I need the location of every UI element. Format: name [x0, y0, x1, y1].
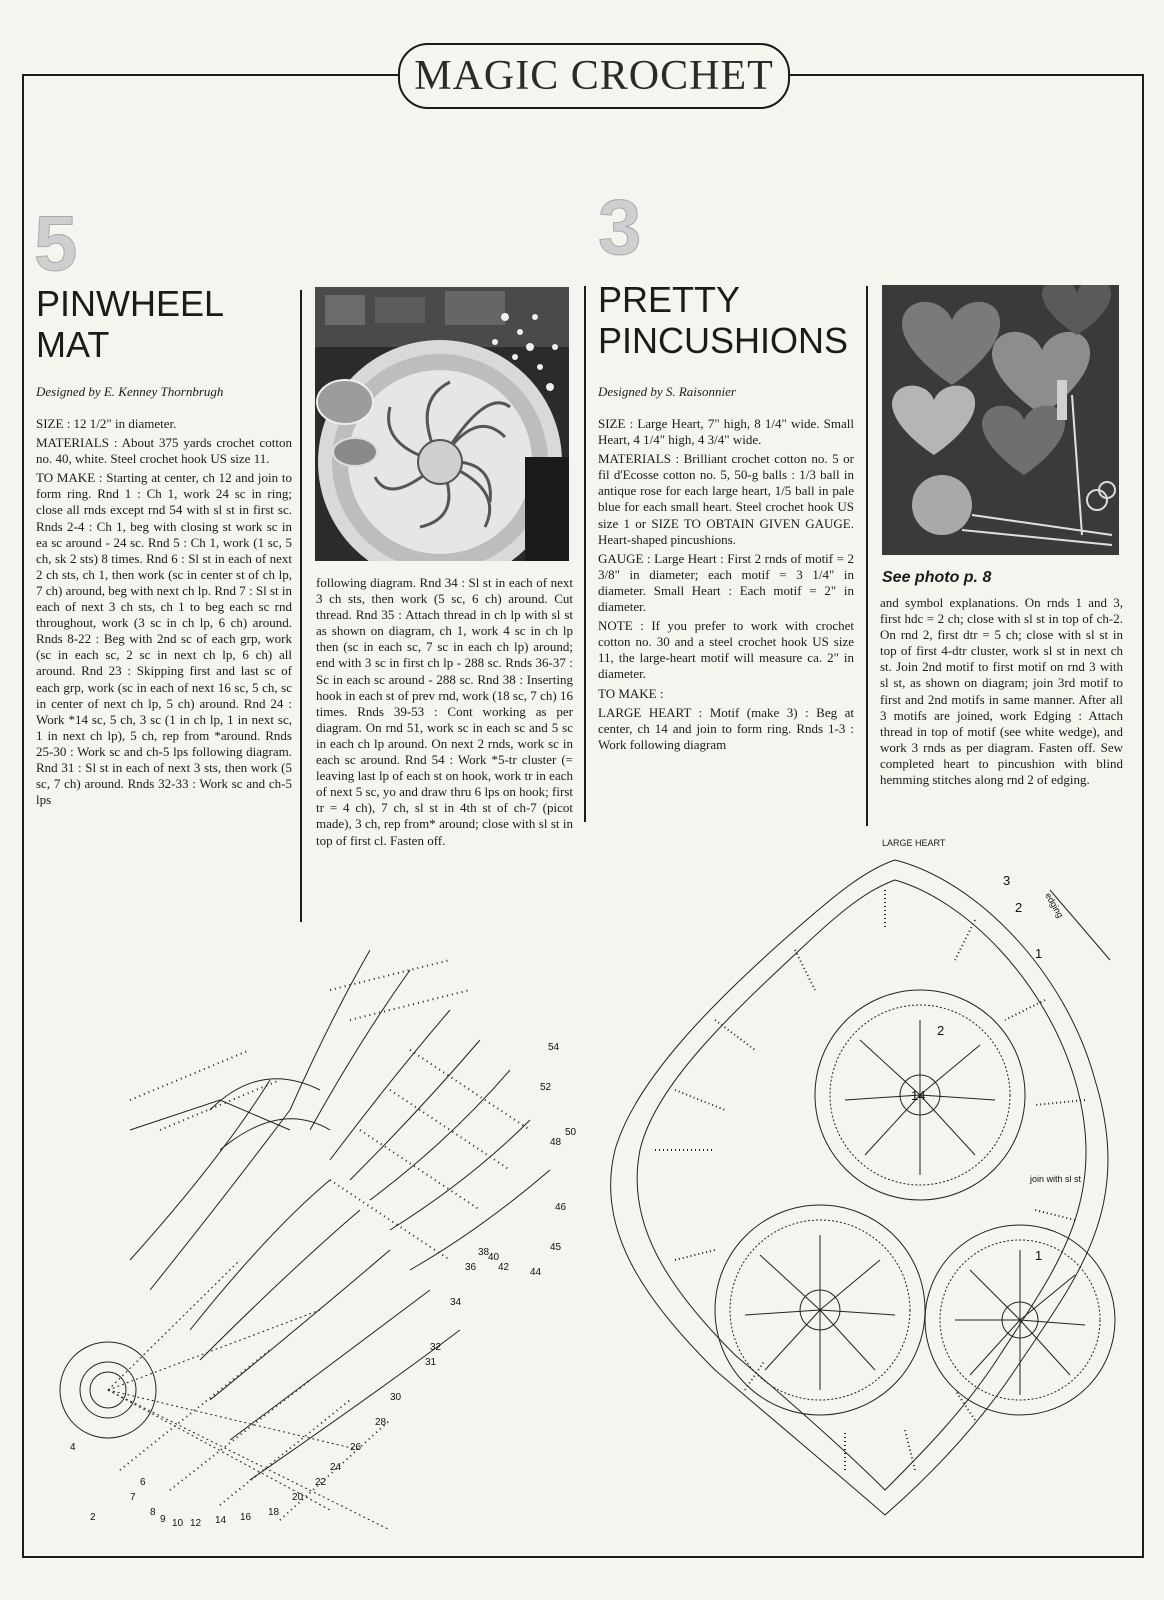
title-line: PRETTY — [598, 279, 741, 320]
designer-credit: Designed by S. Raisonnier — [598, 384, 736, 399]
instruction-paragraph: MATERIALS : About 375 yards crochet cotton no. 40, white. Steel crochet hook US size 11. — [36, 435, 292, 467]
pattern-number: 3 — [598, 183, 642, 271]
round-number: 32 — [430, 1342, 442, 1353]
instruction-paragraph: LARGE HEART : Motif (make 3) : Beg at center, ch 14 and join to form ring. Rnds 1-3 : Work following diagram — [598, 704, 854, 752]
round-number: 40 — [488, 1252, 500, 1263]
pinwheel-mat-photo — [315, 287, 569, 561]
round-number: 34 — [450, 1297, 462, 1308]
column-divider — [300, 290, 302, 922]
title-line: PINWHEEL — [36, 283, 225, 324]
instruction-paragraph: SIZE : 12 1/2" in diameter. — [36, 416, 177, 431]
round-number: 38 — [478, 1247, 490, 1258]
join-label: join with sl st — [1030, 1174, 1082, 1184]
article-title — [598, 279, 848, 361]
round-number: 30 — [390, 1392, 402, 1403]
round-number: 18 — [268, 1507, 280, 1518]
instruction-paragraph: MATERIALS : Brilliant crochet cotton no. 5 or fil d'Ecosse cotton no. 5, 50-g balls : 1/3 ball in antique rose for each large heart, 1/5 ball in pale blue for each small heart. Steel crochet hook US size 1 or SIZE TO OBTAIN GIVEN GAUGE. Heart-shaped pincushions. — [598, 451, 854, 547]
edging-round-number: 3 — [1003, 873, 1011, 888]
round-number: 45 — [550, 1242, 562, 1253]
column-divider — [866, 286, 868, 826]
instruction-paragraph: TO MAKE : Starting at center, ch 12 and join to form ring. Rnd 1 : Ch 1, work 24 sc in ring; close all rnds except rnd 54 with sl st in first sc. Rnds 2-4 : Ch 1, beg with closing st work sc in ea sc around - 24 sc. Rnd 5 : Ch 1, work (1 sc, 5 ch, sk 2 sts) 8 times. Rnd 6 : Sl st in each of next 2 ch sts, ch 1, then work (sc in center st of ch lp, 7 ch) around, beg with next ch lp. Rnd 7 : Sl st in each of next 3 ch sts, ch 1 to beg each sc rnd throughout, work (3 sc in ch lp, 6 ch) around. Rnds 8-22 : Beg with 2nd sc of each grp, work (sc in each sc, 2 sc in next ch lp, 6 ch) all around. Rnd 23 : Skipping first and last sc of each grp, work (sc in each of next 16 sc, 5 ch, sc in center of next ch lp, 5 ch) around. Rnd 24 : Work *14 sc, 5 ch, 3 sc (1 in ch lp, 1 in next sc, 1 in next ch lp), 5 ch, rep from *around. Rnds 25-30 : Work sc and ch-5 lps following diagram. Rnd 31 : Sl st in each of next 3 sts, then work (5 sc, 7 ch) around. Rnds 32-33 : Work sc and ch-5 lps — [36, 470, 293, 808]
round-number: 44 — [530, 1267, 542, 1278]
see-photo-caption: See photo p. 8 — [882, 569, 992, 586]
center-chain-count: 14 — [911, 1088, 926, 1103]
instructions-column — [598, 416, 854, 756]
motif-round-number: 1 — [1035, 1248, 1043, 1263]
round-number: 26 — [350, 1442, 362, 1453]
edging-label: edging — [1043, 891, 1066, 920]
round-number: 7 — [130, 1492, 136, 1503]
magazine-header: MAGIC CROCHET — [398, 43, 790, 109]
designer-credit: Designed by E. Kenney Thornbrugh — [36, 384, 224, 399]
instruction-paragraph: following diagram. Rnd 34 : Sl st in each of next 3 ch sts, then work (5 sc, 6 ch) around. Cut thread. Rnd 35 : Attach thread in ch lp with sl st as shown on diagram, ch 1, work 4 sc in ch lp then (sc in each sc, 7 sc in each ch lp) around; end with 3 sc in first ch lp - 288 sc. Rnds 36-37 : Sc in each sc around - 288 sc. Rnd 38 : Inserting hook in each st of prev rnd, work (18 sc, 7 ch) 16 times. Rnds 39-53 : Cont working as per diagram. On rnd 51, work sc in each sc and 5 sc in each ch lp around. On next 2 rnds, work sc in each sc around. Rnd 54 : Work *5-tr cluster (= leaving last lp of each st on hook, work tr in each of next 5 sc, yo and draw thru 6 lps on hook; first tr = 4 ch), 7 ch, sl st in 4th st of ch-7 (picot made), 3 ch, rep from* around; close with sl st in top of first cl. Fasten off. — [316, 575, 573, 848]
pattern-number: 5 — [34, 199, 78, 287]
round-number: 14 — [215, 1515, 227, 1526]
round-number: 54 — [548, 1042, 560, 1053]
round-number: 20 — [292, 1492, 304, 1503]
round-number: 28 — [375, 1417, 387, 1428]
article-title — [36, 283, 224, 365]
diagram-label: LARGE HEART — [882, 838, 946, 848]
round-number: 12 — [190, 1518, 202, 1529]
instruction-paragraph: NOTE : If you prefer to work with crochet cotton no. 30 and a steel crochet hook US size 11, the large-heart motif will measure ca. 2" in diameter. — [598, 618, 854, 682]
round-number: 6 — [140, 1477, 146, 1488]
pinwheel-diagram — [30, 930, 590, 1530]
edging-round-number: 2 — [1015, 900, 1023, 915]
motif-round-number: 2 — [937, 1023, 945, 1038]
instructions-column — [316, 575, 573, 852]
round-number: 22 — [315, 1477, 327, 1488]
round-number: 48 — [550, 1137, 562, 1148]
article-divider — [584, 286, 586, 822]
round-number: 16 — [240, 1512, 252, 1523]
round-number: 8 — [150, 1507, 156, 1518]
round-number: 36 — [465, 1262, 477, 1273]
round-number: 31 — [425, 1357, 437, 1368]
instructions-column — [36, 416, 292, 811]
round-number: 2 — [90, 1512, 96, 1523]
round-number: 46 — [555, 1202, 567, 1213]
title-line: PINCUSHIONS — [598, 320, 849, 361]
round-number: 10 — [172, 1518, 184, 1529]
round-number: 52 — [540, 1082, 552, 1093]
large-heart-diagram — [595, 850, 1140, 1525]
instructions-column — [880, 595, 1123, 791]
round-number: 50 — [565, 1127, 577, 1138]
instruction-paragraph: TO MAKE : — [598, 685, 664, 701]
title-line: MAT — [36, 324, 110, 365]
edging-round-number: 1 — [1035, 946, 1043, 961]
instruction-paragraph: and symbol explanations. On rnds 1 and 3, first hdc = 2 ch; close with sl st in top of ch-2. On rnd 2, first dtr = 5 ch; close with sl st in top of first 4-dtr cluster, work sl st in next ch st. Join 2nd motif to first motif on rnd 3 with sl st, as shown on diagram; join 3rd motif to first and 2nd motifs in same manner. After all 3 motifs are joined, work Edging : Attach thread in top of motif (see white wedge), and work 3 rnds as per diagram. Fasten off. Sew completed heart to pincushion with blind hemming stitches along rnd 2 of edging. — [880, 595, 1123, 788]
instruction-paragraph: SIZE : Large Heart, 7" high, 8 1/4" wide. Small Heart, 4 1/4" high, 4 3/4" wide. — [598, 416, 854, 448]
round-number: 24 — [330, 1462, 342, 1473]
pincushions-photo — [882, 285, 1119, 555]
round-number: 4 — [70, 1442, 76, 1453]
round-number: 42 — [498, 1262, 510, 1273]
instruction-paragraph: GAUGE : Large Heart : First 2 rnds of motif = 2 3/8" in diameter; each motif = 3 1/4" in diameter. Small Heart : Each motif = 2" in diameter. — [598, 550, 854, 615]
round-number: 9 — [160, 1514, 166, 1525]
